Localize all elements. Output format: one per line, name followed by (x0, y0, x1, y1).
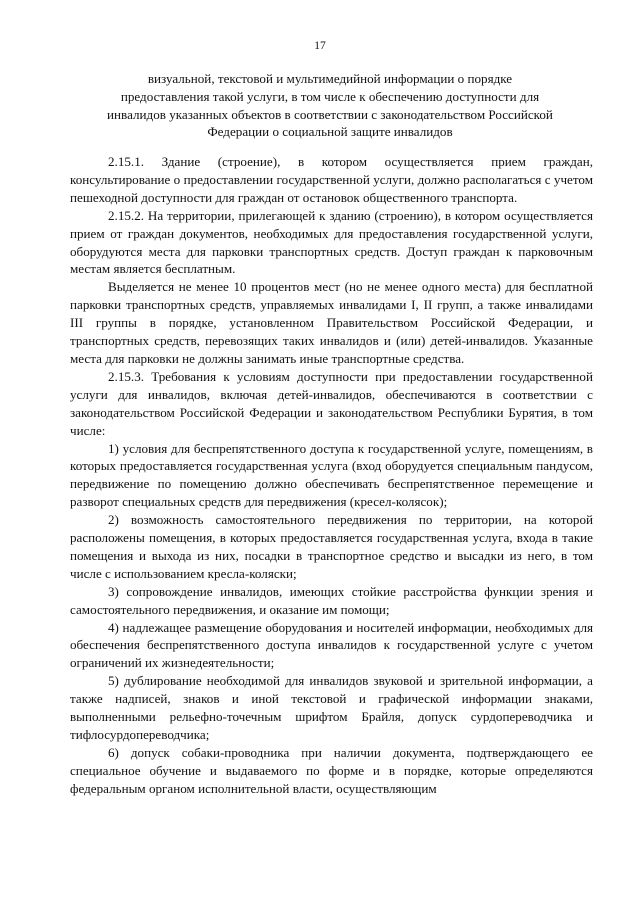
paragraph-2-15-2: 2.15.2. На территории, прилегающей к зданию (строению), в котором осуществляется прием от граждан документов, необходимых для предоставления государственной услуги, оборудуются места для парковки транспортных средств. Доступ граждан к парковочным местам является бесплатным. (70, 207, 593, 277)
list-item-4: 4) надлежащее размещение оборудования и носителей информации, необходимых для обеспечения беспрепятственного доступа инвалидов к государственной услуге с учетом ограничений их жизнедеятельности; (70, 619, 593, 671)
section-heading (100, 70, 560, 141)
list-item-6: 6) допуск собаки-проводника при наличии документа, подтверждающего ее специальное обучение и выдаваемого по форме и в порядке, которые определяются федеральным органом исполнительной власти, осуществляющим (70, 744, 593, 796)
heading-line: предоставления такой услуги, в том числе к обеспечению доступности для (120, 88, 540, 104)
list-item-1: 1) условия для беспрепятственного доступа к государственной услуге, помещениям, в которых предоставляется государственная услуга (вход оборудуется специальным пандусом, передвижение по помещению должно обеспечивать беспрепятственное перемещение и разворот специальных средств для передвижения (кресел-колясок); (70, 440, 593, 510)
heading-line: инвалидов указанных объектов в соответствии с законодательством Российской (107, 106, 553, 122)
paragraph-2-15-1: 2.15.1. Здание (строение), в котором осуществляется прием граждан, консультирование о предоставлении государственной услуги, должно располагаться с учетом пешеходной доступности для граждан от остановок общественного транспорта. (70, 154, 593, 205)
page-number: 17 (314, 40, 326, 52)
list-item-2: 2) возможность самостоятельного передвижения по территории, на которой расположены помещения, в которых предоставляется государственная услуга, входа в такие помещения и выхода из них, посадки в транспортное средство и высадки из него, в том числе с использованием кресла-коляски; (70, 512, 593, 581)
heading-line: Федерации о социальной защите инвалидов (207, 124, 453, 140)
list-item-5: 5) дублирование необходимой для инвалидов звуковой и зрительной информации, а также надписей, знаков и иной текстовой и графической информации знаками, выполненными рельефно-точечным шрифтом Брайля, допуск сурдопереводчика и тифлосурдопереводчика; (70, 673, 593, 742)
heading-line: визуальной, текстовой и мультимедийной информации о порядке (147, 71, 513, 86)
document-body (70, 153, 593, 798)
paragraph-2-15-3: 2.15.3. Требования к условиям доступности при предоставлении государственной услуги для инвалидов, включая детей-инвалидов, обеспечиваются в соответствии с законодательством Российской Федерации и законодательством Республики Бурятия, в том числе: (70, 368, 593, 438)
paragraph-parking-quota: Выделяется не менее 10 процентов мест (но не менее одного места) для бесплатной парковки транспортных средств, управляемых инвалидами I, II групп, а также инвалидами III группы в порядке, установленном Правительством Российской Федерации, и транспортных средств, перевозящих таких инвалидов и (или) детей-инвалидов. Указанные места для парковки не должны занимать иные транспортные средства. (70, 279, 593, 366)
list-item-3: 3) сопровождение инвалидов, имеющих стойкие расстройства функции зрения и самостоятельного передвижения, и оказание им помощи; (70, 583, 593, 617)
